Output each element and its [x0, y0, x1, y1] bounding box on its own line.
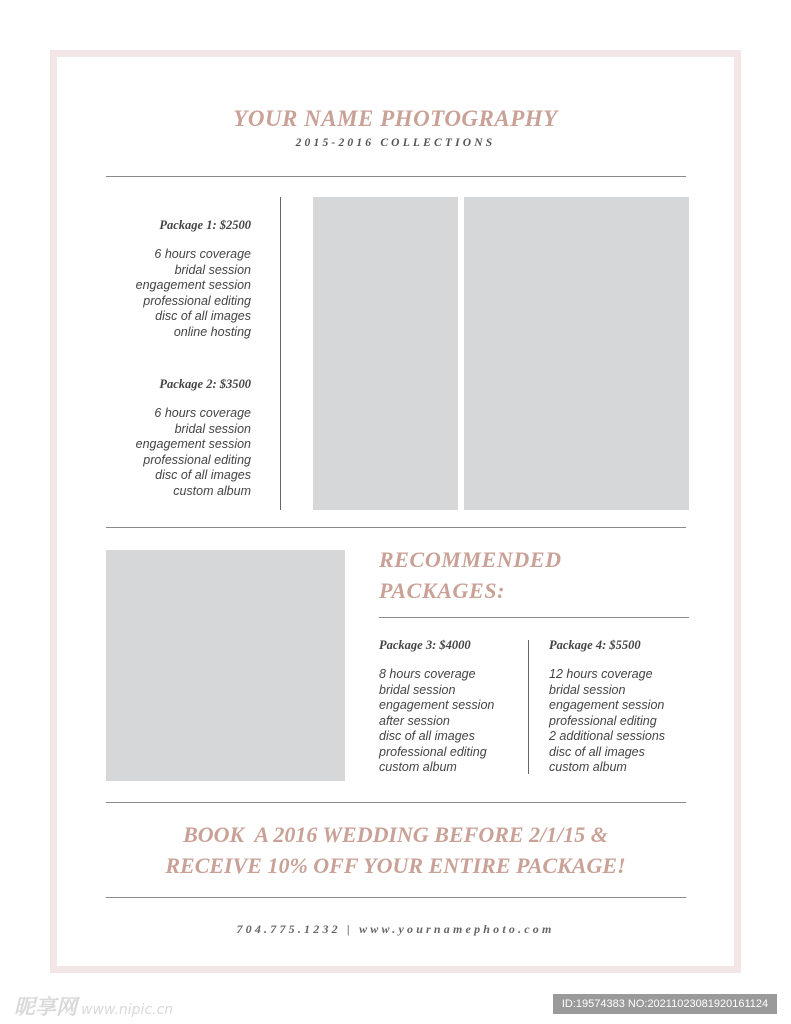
recommended-heading-line2: PACKAGES:	[379, 578, 506, 603]
package-title: Package 4: $5500	[549, 638, 641, 652]
package-2	[100, 376, 251, 499]
package-items	[549, 667, 689, 776]
divider-recommended	[379, 617, 689, 618]
divider-promo-bottom	[106, 897, 686, 898]
package-item: 2 additional sessions	[549, 729, 666, 743]
package-item: custom album	[379, 760, 457, 774]
package-1	[100, 217, 251, 340]
watermark-url: www.nipic.cn	[81, 1002, 174, 1018]
page-subtitle: 2015-2016 COLLECTIONS	[295, 137, 496, 149]
package-item: disc of all images	[155, 468, 251, 482]
contact-line: 704.775.1232 | www.yournamephoto.com	[236, 922, 555, 936]
package-title: Package 2: $3500	[159, 377, 251, 391]
recommended-heading-line1: RECOMMENDED	[379, 547, 562, 572]
photo-placeholder-2	[464, 197, 689, 510]
watermark-brand: 昵享网	[14, 995, 77, 1019]
package-item: professional editing	[143, 452, 251, 467]
package-item: engagement session	[135, 437, 251, 451]
promo-line-1: BOOK A 2016 WEDDING BEFORE 2/1/15 &	[183, 822, 608, 847]
promo-line-2: RECEIVE 10% OFF YOUR ENTIRE PACKAGE!	[165, 853, 626, 878]
page-title: YOUR NAME PHOTOGRAPHY	[233, 106, 558, 131]
package-items	[379, 667, 524, 776]
package-item: bridal session	[174, 262, 251, 277]
package-item: 8 hours coverage	[379, 667, 476, 681]
package-item: engagement session	[135, 278, 251, 292]
package-item: professional editing	[143, 293, 251, 308]
package-3	[379, 637, 524, 776]
package-item: engagement session	[549, 698, 665, 712]
package-title: Package 1: $2500	[159, 218, 251, 232]
package-item: 6 hours coverage	[154, 406, 251, 420]
package-item: disc of all images	[379, 729, 475, 743]
column-divider-left	[280, 197, 281, 510]
package-item: 6 hours coverage	[154, 247, 251, 261]
divider-promo-top	[106, 802, 686, 803]
watermark-logo	[14, 991, 173, 1021]
photo-placeholder-3	[106, 550, 345, 781]
package-title: Package 3: $4000	[379, 638, 471, 652]
recommended-heading	[379, 544, 562, 606]
package-item: engagement session	[379, 698, 495, 712]
package-item: professional editing	[549, 713, 657, 728]
divider-top	[106, 176, 686, 177]
photo-placeholder-1	[313, 197, 458, 510]
package-item: custom album	[173, 483, 251, 498]
package-item: disc of all images	[155, 309, 251, 323]
package-item: online hosting	[173, 324, 251, 339]
divider-middle	[106, 527, 686, 528]
package-items	[100, 406, 251, 499]
package-item: bridal session	[379, 682, 456, 697]
package-item: disc of all images	[549, 744, 645, 759]
package-item: 12 hours coverage	[549, 667, 653, 681]
package-item: professional editing	[379, 744, 487, 759]
package-item: bridal session	[174, 421, 251, 436]
package-item: after session	[379, 713, 450, 728]
package-4	[549, 637, 689, 776]
package-items	[100, 247, 251, 340]
promo-banner	[0, 819, 791, 881]
package-item: bridal session	[549, 682, 626, 697]
column-divider-right	[528, 640, 529, 774]
package-item: custom album	[549, 760, 627, 774]
watermark-id: ID:19574383 NO:20211023081920161124	[553, 994, 777, 1014]
